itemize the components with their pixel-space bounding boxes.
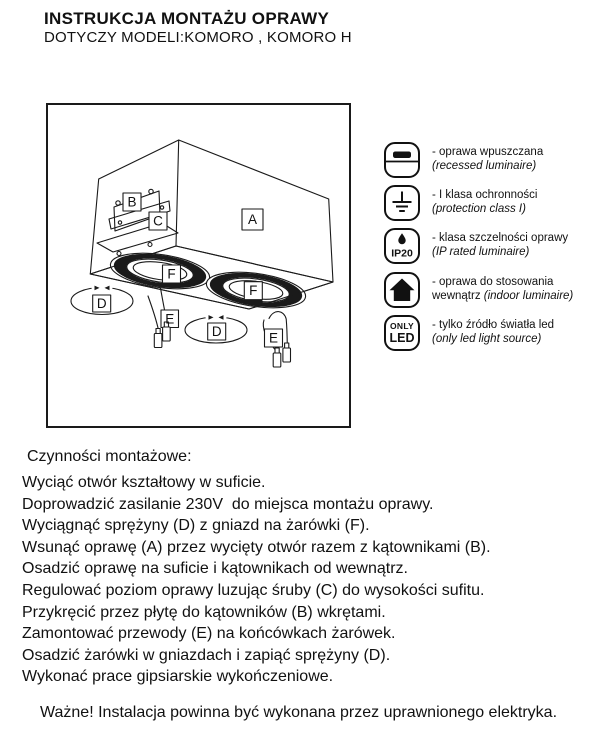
instruction-step: Wsunąć oprawę (A) przez wycięty otwór razem z kątownikami (B). xyxy=(22,538,491,556)
legend-text-pl: - oprawa wpuszczana xyxy=(432,146,544,158)
legend-text-pl: - tylko źródło światła led xyxy=(432,319,555,331)
legend-text-en: (recessed luminaire) xyxy=(432,159,537,172)
ip20-drop-icon xyxy=(384,228,420,264)
label-e1: E xyxy=(165,311,175,327)
instruction-step: Osadzić oprawę na suficie i kątownikach od wewnątrz. xyxy=(22,560,408,578)
legend-item-only-led xyxy=(384,315,609,351)
label-c: C xyxy=(153,213,163,229)
label-e2: E xyxy=(268,330,279,346)
legend-item-indoor xyxy=(384,272,609,308)
label-d2: D xyxy=(211,324,222,339)
instruction-steps xyxy=(22,472,491,688)
legend-text-en: (IP rated luminaire) xyxy=(432,245,530,258)
luminaire-diagram xyxy=(48,105,349,426)
legend-item-ip-rating xyxy=(384,228,609,264)
instruction-step: Wyciąć otwór kształtowy w suficie. xyxy=(22,474,266,491)
instruction-step: Wykonać prace gipsiarskie wykończeniowe. xyxy=(22,668,334,686)
legend-text-en: (protection class I) xyxy=(432,202,526,215)
legend-item-protection-class xyxy=(384,185,609,221)
instruction-step: Wyciągnąć sprężyny (D) z gniazd na żarówki (F). xyxy=(22,517,370,535)
legend-text-en: (only led light source) xyxy=(432,332,542,345)
svg-text:IP20: IP20 xyxy=(391,247,413,260)
only-led-icon: ONLY LED xyxy=(384,315,420,351)
label-a: A xyxy=(247,211,258,227)
instructions-heading: Czynności montażowe: xyxy=(27,448,192,465)
instruction-step: Osadzić żarówki w gniazdach i zapiąć sprężyny (D). xyxy=(22,646,391,664)
legend-text-pl: - klasa szczelności oprawy xyxy=(432,232,569,244)
legend-text-pl: - oprawa do stosowania xyxy=(432,276,554,288)
recessed-luminaire-icon xyxy=(384,142,420,178)
warning-note: Ważne! Instalacja powinna być wykonana przez uprawnionego elektryka. xyxy=(40,704,558,721)
label-d1: D xyxy=(96,296,107,311)
diagram-frame xyxy=(46,103,351,428)
instruction-step: Regulować poziom oprawy luzując śruby (C) do wysokości sufitu. xyxy=(22,581,485,599)
label-f2: F xyxy=(249,283,258,298)
page-subtitle: DOTYCZY MODELI:KOMORO , KOMORO H xyxy=(44,29,352,46)
instruction-step: Zamontować przewody (E) na końcówkach żarówek. xyxy=(22,625,396,643)
instruction-step: Doprowadzić zasilanie 230V do miejsca montażu oprawy. xyxy=(22,495,434,513)
legend-text-pl: - I klasa ochronności xyxy=(432,189,538,201)
legend-item-recessed xyxy=(384,142,609,178)
house-icon xyxy=(384,272,420,308)
label-b: B xyxy=(127,194,137,210)
earth-ground-icon xyxy=(384,185,420,221)
instruction-step: Przykręcić przez płytę do kątowników (B) wkrętami. xyxy=(22,603,386,621)
label-f1: F xyxy=(167,266,176,282)
legend-text-en: wewnątrz (indoor luminaire) xyxy=(432,289,574,302)
page-title: INSTRUKCJA MONTAŻU OPRAWY xyxy=(44,9,330,28)
